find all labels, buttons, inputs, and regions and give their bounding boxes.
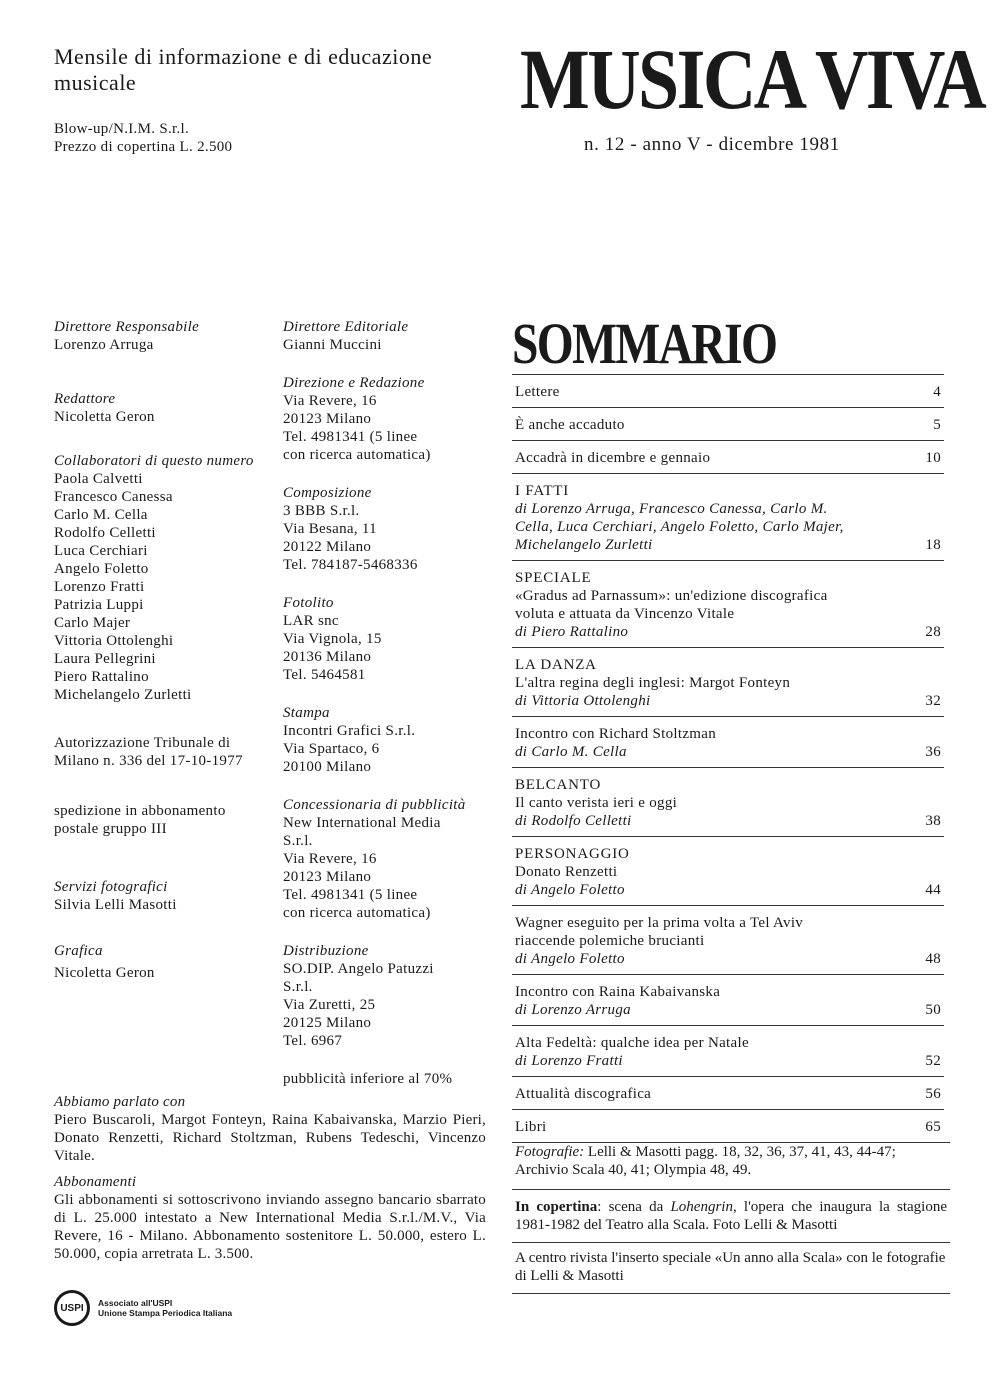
address-line: 20125 Milano [283,1015,372,1031]
uspi-badge [54,1290,232,1326]
toc-entry-author: di Lorenzo Arruga, Francesco Canessa, Carlo M. [515,501,828,517]
composizione-lines [283,502,498,574]
collaboratore-name: Piero Rattalino [54,669,149,685]
toc-page-number: 48 [925,951,941,967]
collaboratori-list [54,470,269,704]
masthead-title: MUSICA VIVA [520,31,985,127]
stampa-label: Stampa [283,705,330,721]
toc-entry-title: Incontro con Raina Kabaivanska [515,984,721,1000]
toc-entry-author: di Lorenzo Arruga [515,1002,631,1018]
address-line: SO.DIP. Angelo Patuzzi [283,961,434,977]
toc-page-number: 52 [925,1053,941,1069]
address-line: Incontri Grafici S.r.l. [283,723,416,739]
toc-entry-title: Lettere [515,384,560,400]
address-line: 20123 Milano [283,411,372,427]
toc-entry-author: Michelangelo Zurletti [515,537,653,553]
fotolito-lines [283,612,498,684]
toc-entry-author: di Angelo Foletto [515,882,625,898]
collaboratore-name: Francesco Canessa [54,489,173,505]
collaboratore-name: Rodolfo Celletti [54,525,156,541]
collaboratore-name: Lorenzo Fratti [54,579,145,595]
toc-entry-title: L'altra regina degli inglesi: Margot Fonteyn [515,675,791,691]
redattore-name: Nicoletta Geron [54,409,155,425]
collaboratore-name: Laura Pellegrini [54,651,156,667]
collaboratore-name: Paola Calvetti [54,471,143,487]
toc-entry [512,473,944,560]
address-line: Via Spartaco, 6 [283,741,380,757]
bottom-left-block [54,1093,486,1269]
distribuzione-lines [283,960,498,1050]
insert-note: A centro rivista l'inserto speciale «Un anno alla Scala» con le fotografie di Lelli & Masotti [512,1242,950,1294]
direttore-responsabile-name: Lorenzo Arruga [54,337,154,353]
collaboratore-name: Michelangelo Zurletti [54,687,192,703]
cover-text-2: , l'opera che inaugura la stagione 1981-1982 del Teatro alla Scala. Foto Lelli & Masotti [515,1199,948,1233]
uspi-line-2: Unione Stampa Periodica Italiana [98,1308,233,1318]
distribuzione-label: Distribuzione [283,943,369,959]
fotolito-label: Fotolito [283,595,334,611]
toc-section-heading: BELCANTO [515,777,602,793]
toc-entry-author: di Lorenzo Fratti [515,1053,623,1069]
cover-price: Prezzo di copertina L. 2.500 [54,139,233,155]
toc-page-number: 32 [925,693,941,709]
address-line: Tel. 784187-5468336 [283,557,418,573]
direttore-editoriale-name: Gianni Muccini [283,337,382,353]
toc-entry-author: di Angelo Foletto [515,951,625,967]
address-line: 20100 Milano [283,759,372,775]
address-line: Tel. 4981341 (5 linee [283,429,418,445]
grafica-name: Nicoletta Geron [54,965,155,981]
toc-entry-title: «Gradus ad Parnassum»: un'edizione discografica [515,588,828,604]
redattore-label: Redattore [54,391,116,407]
toc-entry-author: Cella, Luca Cerchiari, Angelo Foletto, Carlo Majer, [515,519,844,535]
address-line: Tel. 5464581 [283,667,366,683]
autorizzazione-text: Autorizzazione Tribunale di Milano n. 336 del 17-10-1977 [54,735,243,769]
toc-entry-title: Il canto verista ieri e oggi [515,795,678,811]
parlato-label: Abbiamo parlato con [54,1094,186,1110]
toc-page-number: 56 [925,1086,941,1102]
composizione-label: Composizione [283,485,372,501]
staff-column-left [54,318,269,1002]
publisher-name: Blow-up/N.I.M. S.r.l. [54,121,190,137]
uspi-line-1: Associato all'USPI [98,1298,173,1308]
cover-title: Lohengrin [670,1199,733,1215]
collaboratore-name: Luca Cerchiari [54,543,148,559]
toc-entry-author: di Piero Rattalino [515,624,629,640]
toc-section-heading: LA DANZA [515,657,597,673]
direzione-label: Direzione e Redazione [283,375,425,391]
toc-entry [512,767,944,836]
toc-entry [512,836,944,905]
address-line: con ricerca automatica) [283,447,431,463]
address-line: Tel. 4981341 (5 linee [283,887,418,903]
photo-credits [512,1142,950,1189]
credits-text: Lelli & Masotti pagg. 18, 32, 36, 37, 41, 43, 44-47; Archivio Scala 40, 41; Olympia 48, 49. [515,1144,896,1178]
direzione-lines [283,392,498,464]
address-line: 3 BBB S.r.l. [283,503,360,519]
address-line: 20123 Milano [283,869,372,885]
collaboratore-name: Angelo Foletto [54,561,149,577]
toc-entry [512,1025,944,1076]
toc-entry-title: Accadrà in dicembre e gennaio [515,450,711,466]
toc-entry-title: Incontro con Richard Stoltzman [515,726,717,742]
toc-entry [512,905,944,974]
toc-page-number: 65 [925,1119,941,1135]
toc-entry-title: riaccende polemiche brucianti [515,933,705,949]
abbonamenti-text: Gli abbonamenti si sottoscrivono inviando assegno bancario sbarrato di L. 25.000 intestato a New International Media S.r.l./M.V., Via Revere, 16 - Milano. Abbonamento sostenitore L. 50.000, estero L. 50.000, copia arretrata L. 3.500. [54,1192,486,1262]
toc-page-number: 5 [933,417,941,433]
toc-entry [512,647,944,716]
toc-page-number: 36 [925,744,941,760]
pubblicita-note: pubblicità inferiore al 70% [283,1071,453,1087]
magazine-tagline: Mensile di informazione e di educazione musicale [54,44,433,95]
grafica-label: Grafica [54,943,103,959]
address-line: Via Vignola, 15 [283,631,382,647]
toc-entry-author: di Carlo M. Cella [515,744,627,760]
cover-label: In copertina [515,1199,598,1215]
toc-entry [512,560,944,647]
toc-page-number: 10 [925,450,941,466]
address-line: New International Media [283,815,441,831]
toc-entry-title: Libri [515,1119,547,1135]
toc-entry-author: di Rodolfo Celletti [515,813,632,829]
toc-entry [512,440,944,473]
publisher-block [54,120,232,156]
toc-section-heading: SPECIALE [515,570,592,586]
spedizione-text: spedizione in abbonamento postale gruppo III [54,803,226,837]
toc-page-number: 50 [925,1002,941,1018]
address-line: Via Revere, 16 [283,393,377,409]
uspi-logo: USPI [54,1290,90,1326]
collaboratori-label: Collaboratori di questo numero [54,453,254,469]
direttore-responsabile-label: Direttore Responsabile [54,319,200,335]
direttore-editoriale-label: Direttore Editoriale [283,319,409,335]
cover-note [512,1189,950,1242]
collaboratore-name: Carlo Majer [54,615,131,631]
parlato-text: Piero Buscaroli, Margot Fonteyn, Raina Kabaivanska, Marzio Pieri, Donato Renzetti, Richard Stoltzman, Rubens Tedeschi, Vincenzo Vitale. [54,1112,486,1164]
abbonamenti-label: Abbonamenti [54,1174,137,1190]
address-line: S.r.l. [283,979,313,995]
toc-entry [512,407,944,440]
collaboratore-name: Patrizia Luppi [54,597,144,613]
toc-page-number: 44 [925,882,941,898]
cover-text-1: : scena da [597,1199,671,1215]
toc-entry-title: voluta e attuata da Vincenzo Vitale [515,606,735,622]
concessionaria-lines [283,814,498,922]
toc-entry [512,1076,944,1109]
address-line: LAR snc [283,613,339,629]
staff-column-middle [283,318,498,1088]
collaboratore-name: Vittoria Ottolenghi [54,633,174,649]
address-line: Via Zuretti, 25 [283,997,376,1013]
toc-entry [512,716,944,767]
toc-entry [512,974,944,1025]
toc-entry-author: di Vittoria Ottolenghi [515,693,651,709]
address-line: Tel. 6967 [283,1033,343,1049]
issue-info: n. 12 - anno V - dicembre 1981 [584,134,840,155]
table-of-contents [512,374,944,1142]
collaboratore-name: Carlo M. Cella [54,507,148,523]
toc-entry-title: Attualità discografica [515,1086,652,1102]
servizi-fotografici-label: Servizi fotografici [54,879,168,895]
address-line: Via Revere, 16 [283,851,377,867]
toc-entry-title: È anche accaduto [515,417,625,433]
toc-section-heading: I FATTI [515,483,570,499]
sommario-title: SOMMARIO [512,311,777,376]
address-line: S.r.l. [283,833,313,849]
toc-entry [512,374,944,407]
toc-page-number: 38 [925,813,941,829]
address-line: Via Besana, 11 [283,521,377,537]
toc-section-heading: PERSONAGGIO [515,846,630,862]
credits-label: Fotografie: [515,1144,585,1160]
toc-page-number: 28 [925,624,941,640]
toc-entry-title: Alta Fedeltà: qualche idea per Natale [515,1035,749,1051]
address-line: 20136 Milano [283,649,372,665]
address-line: con ricerca automatica) [283,905,431,921]
address-line: 20122 Milano [283,539,372,555]
toc-entry-title: Wagner eseguito per la prima volta a Tel Aviv [515,915,804,931]
toc-entry-title: Donato Renzetti [515,864,618,880]
servizi-fotografici-name: Silvia Lelli Masotti [54,897,177,913]
toc-page-number: 4 [933,384,941,400]
stampa-lines [283,722,498,776]
concessionaria-label: Concessionaria di pubblicità [283,797,466,813]
toc-page-number: 18 [925,537,941,553]
toc-entry [512,1109,944,1142]
